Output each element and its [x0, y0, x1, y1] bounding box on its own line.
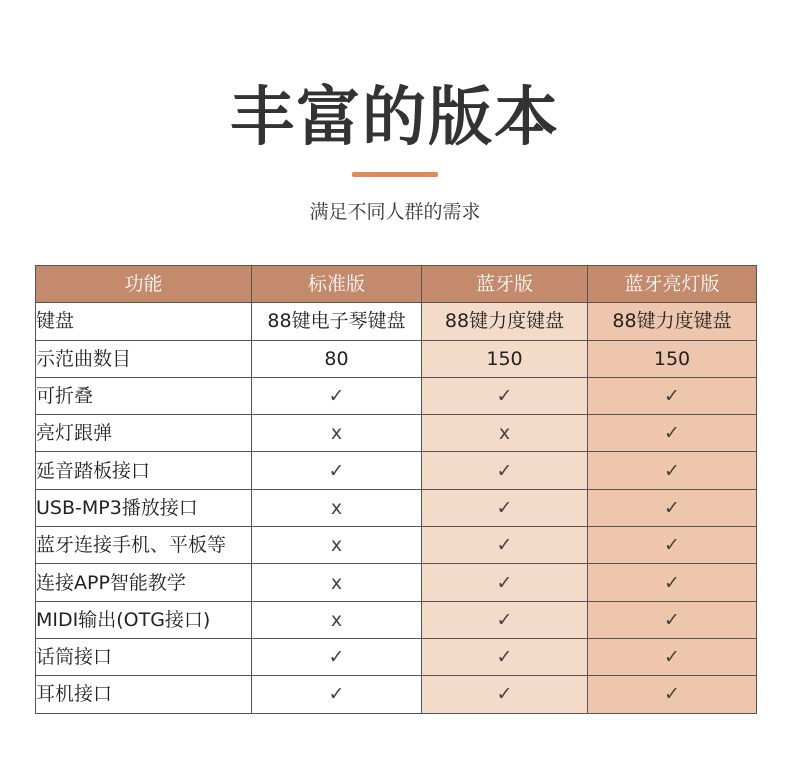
table-row	[36, 377, 757, 414]
table-row	[36, 415, 757, 452]
feature-cell: 可折叠	[36, 377, 252, 414]
column-header: 蓝牙亮灯版	[588, 266, 757, 303]
feature-cell: 延音踏板接口	[36, 452, 252, 489]
value-cell: 80	[252, 340, 422, 377]
feature-cell: USB-MP3播放接口	[36, 489, 252, 526]
cross-icon: x	[252, 415, 422, 452]
value-cell: 88键力度键盘	[588, 303, 757, 340]
column-header: 标准版	[252, 266, 422, 303]
feature-cell: MIDI输出(OTG接口)	[36, 601, 252, 638]
value-cell: 150	[588, 340, 757, 377]
page-title: 丰富的版本	[230, 81, 560, 155]
check-icon: ✓	[252, 377, 422, 414]
check-icon: ✓	[422, 564, 588, 601]
table-header-row	[36, 266, 757, 303]
feature-cell: 连接APP智能教学	[36, 564, 252, 601]
check-icon: ✓	[422, 489, 588, 526]
check-icon: ✓	[588, 601, 757, 638]
check-icon: ✓	[588, 527, 757, 564]
check-icon: ✓	[422, 377, 588, 414]
check-icon: ✓	[422, 676, 588, 713]
title-underline	[352, 172, 438, 177]
feature-cell: 亮灯跟弹	[36, 415, 252, 452]
value-cell: 88键力度键盘	[422, 303, 588, 340]
check-icon: ✓	[252, 452, 422, 489]
column-header: 功能	[36, 266, 252, 303]
feature-cell: 示范曲数目	[36, 340, 252, 377]
cross-icon: x	[252, 564, 422, 601]
column-header: 蓝牙版	[422, 266, 588, 303]
cross-icon: x	[252, 489, 422, 526]
table-row	[36, 340, 757, 377]
feature-cell: 话筒接口	[36, 638, 252, 675]
table-row	[36, 303, 757, 340]
cross-icon: x	[252, 601, 422, 638]
check-icon: ✓	[588, 452, 757, 489]
cross-icon: x	[252, 527, 422, 564]
table-row	[36, 452, 757, 489]
check-icon: ✓	[588, 676, 757, 713]
check-icon: ✓	[588, 564, 757, 601]
feature-cell: 蓝牙连接手机、平板等	[36, 527, 252, 564]
check-icon: ✓	[588, 415, 757, 452]
table-row	[36, 676, 757, 713]
table-row	[36, 527, 757, 564]
check-icon: ✓	[422, 638, 588, 675]
check-icon: ✓	[422, 527, 588, 564]
table-row	[36, 601, 757, 638]
check-icon: ✓	[588, 489, 757, 526]
table-row	[36, 564, 757, 601]
version-comparison-table	[35, 265, 757, 714]
check-icon: ✓	[252, 676, 422, 713]
check-icon: ✓	[422, 601, 588, 638]
page-subtitle: 满足不同人群的需求	[309, 201, 481, 223]
value-cell: 88键电子琴键盘	[252, 303, 422, 340]
table-row	[36, 489, 757, 526]
value-cell: 150	[422, 340, 588, 377]
feature-cell: 键盘	[36, 303, 252, 340]
feature-cell: 耳机接口	[36, 676, 252, 713]
check-icon: ✓	[422, 452, 588, 489]
check-icon: ✓	[588, 377, 757, 414]
cross-icon: x	[422, 415, 588, 452]
check-icon: ✓	[252, 638, 422, 675]
check-icon: ✓	[588, 638, 757, 675]
table-row	[36, 638, 757, 675]
